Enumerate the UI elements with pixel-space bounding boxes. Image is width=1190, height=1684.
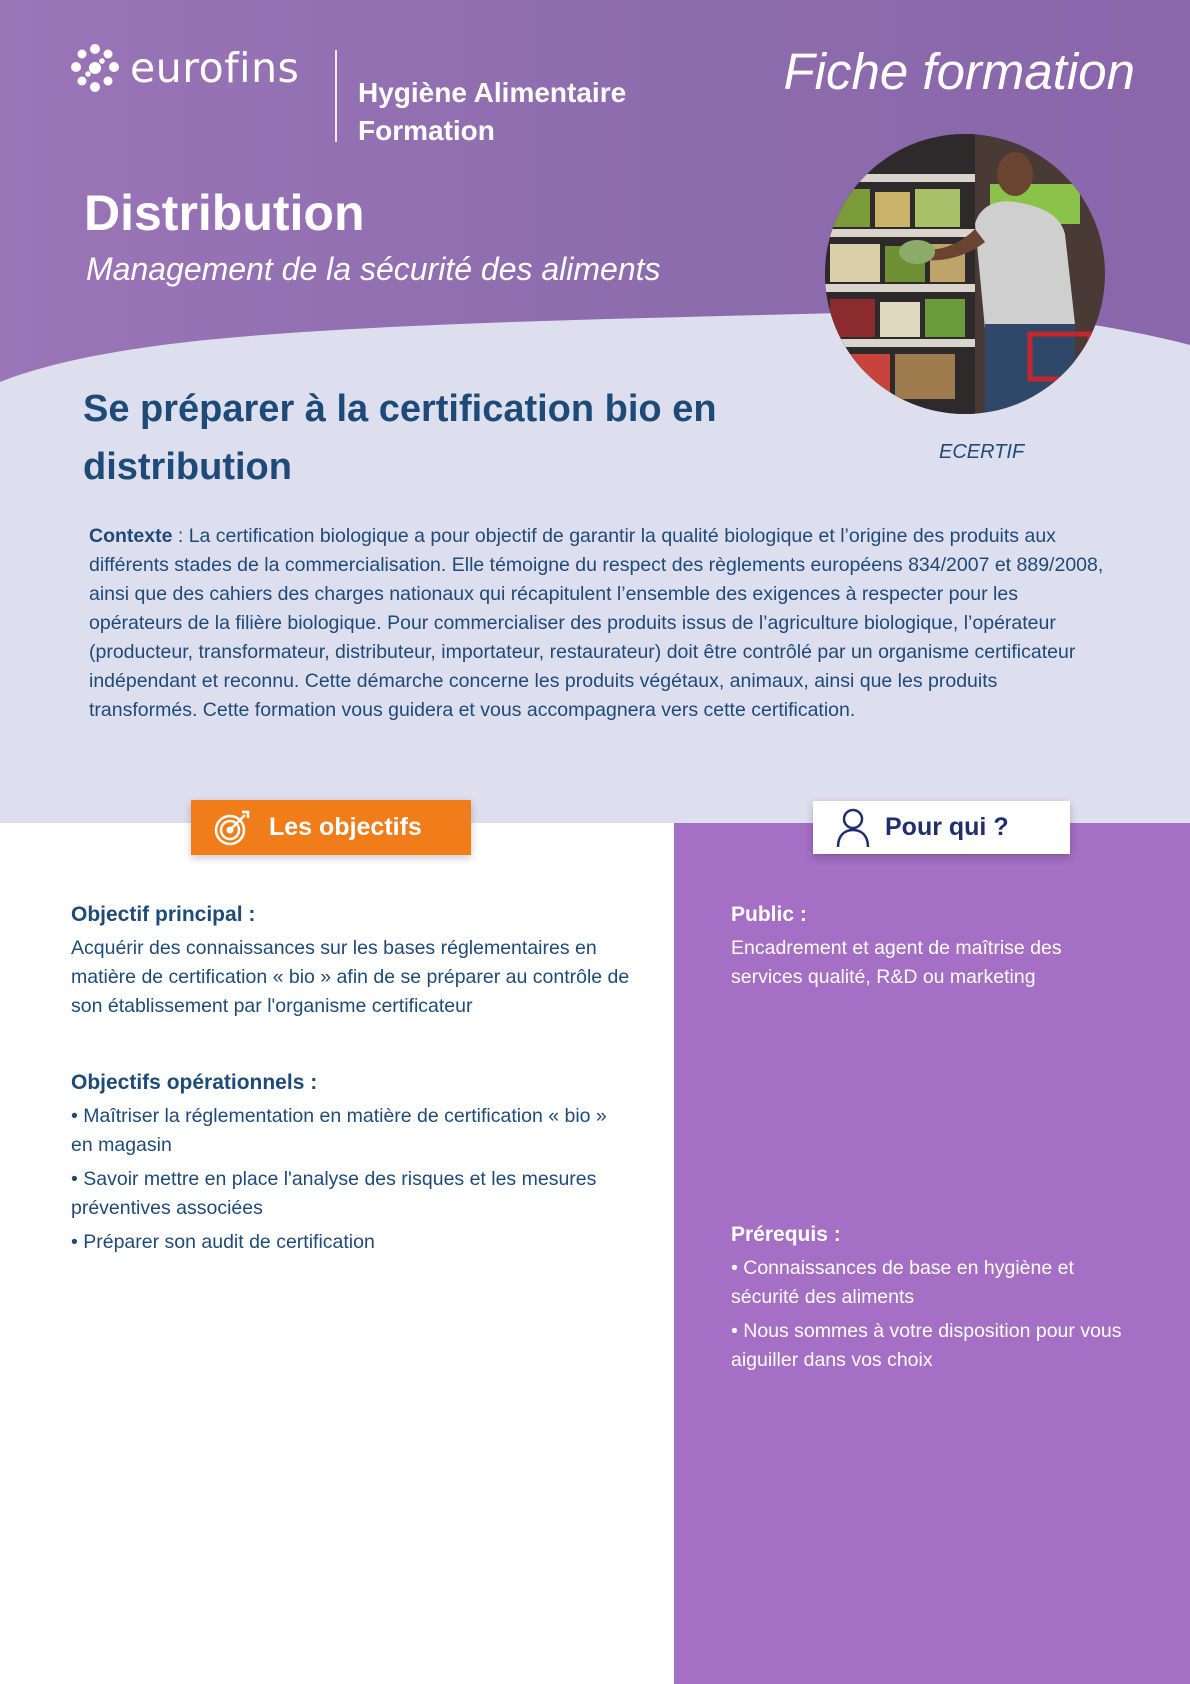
context-label: Contexte <box>89 525 173 547</box>
audience-section-badge <box>813 801 1070 854</box>
list-item: • Maîtriser la réglementation en matière de certification « bio » en magasin <box>71 1105 607 1156</box>
logo-wordmark: eurofins <box>130 43 300 92</box>
main-objective-heading: Objectif principal : <box>71 903 256 926</box>
eurofins-dots-icon <box>70 43 120 93</box>
header-divider <box>335 50 337 142</box>
objectives-section-badge <box>191 800 471 855</box>
brand-name-line2: Formation <box>358 115 495 146</box>
person-icon <box>835 807 871 849</box>
main-objective-text: Acquérir des connaissances sur les bases réglementaires en matière de certification « bio » afin de se préparer au contrôle de son établissement par l'organisme certificateur <box>71 937 630 1017</box>
operational-objectives-heading: Objectifs opérationnels : <box>71 1071 318 1094</box>
context-text: : La certification biologique a pour objectif de garantir la qualité biologique et l’origine des produits aux différents stades de la commercialisation. Elle témoigne du respect des règlements européens 834/2007 et 889/2008, ainsi que des cahiers des charges nationaux qui récapitulent l’ensemble des exigences à respecter pour les opérateurs de la filière biologique. Pour commercialiser des produits issus de l’agriculture biologique, l’opérateur (producteur, transformateur, distributeur, importateur, restaurateur) doit être contrôlé par un organisme certificateur indépendant et reconnu. Cette démarche concerne les produits végétaux, animaux, ainsi que les produits transformés. Cette formation vous guidera et vous accompagnera vers cette certification. <box>89 525 1104 721</box>
public-text: Encadrement et agent de maîtrise des services qualité, R&D ou marketing <box>731 937 1062 988</box>
list-item: • Connaissances de base en hygiène et sécurité des aliments <box>731 1257 1074 1308</box>
brand-name-line1: Hygiène Alimentaire <box>358 77 627 108</box>
document-type-title: Fiche formation <box>783 43 1135 100</box>
prerequisites-heading: Prérequis : <box>731 1223 841 1246</box>
supermarket-shopper-photo <box>825 134 1105 414</box>
operational-objectives-list <box>71 1102 631 1262</box>
list-item: • Nous sommes à votre disposition pour vous aiguiller dans vos choix <box>731 1320 1122 1371</box>
public-heading: Public : <box>731 903 807 926</box>
eurofins-logo <box>70 42 299 94</box>
audience-badge-label: Pour qui ? <box>885 813 1009 841</box>
course-title: Se préparer à la certification bio en distribution <box>83 388 717 488</box>
category-subtitle: Management de la sécurité des aliments <box>86 251 661 287</box>
prerequisites-list <box>731 1254 1131 1380</box>
objectives-badge-label: Les objectifs <box>269 813 422 841</box>
category-title: Distribution <box>84 185 365 241</box>
list-item: • Préparer son audit de certification <box>71 1231 375 1253</box>
target-icon <box>213 809 251 847</box>
context-paragraph <box>89 522 1111 725</box>
list-item: • Savoir mettre en place l'analyse des risques et les mesures préventives associées <box>71 1168 597 1219</box>
course-code: ECERTIF <box>939 441 1025 463</box>
